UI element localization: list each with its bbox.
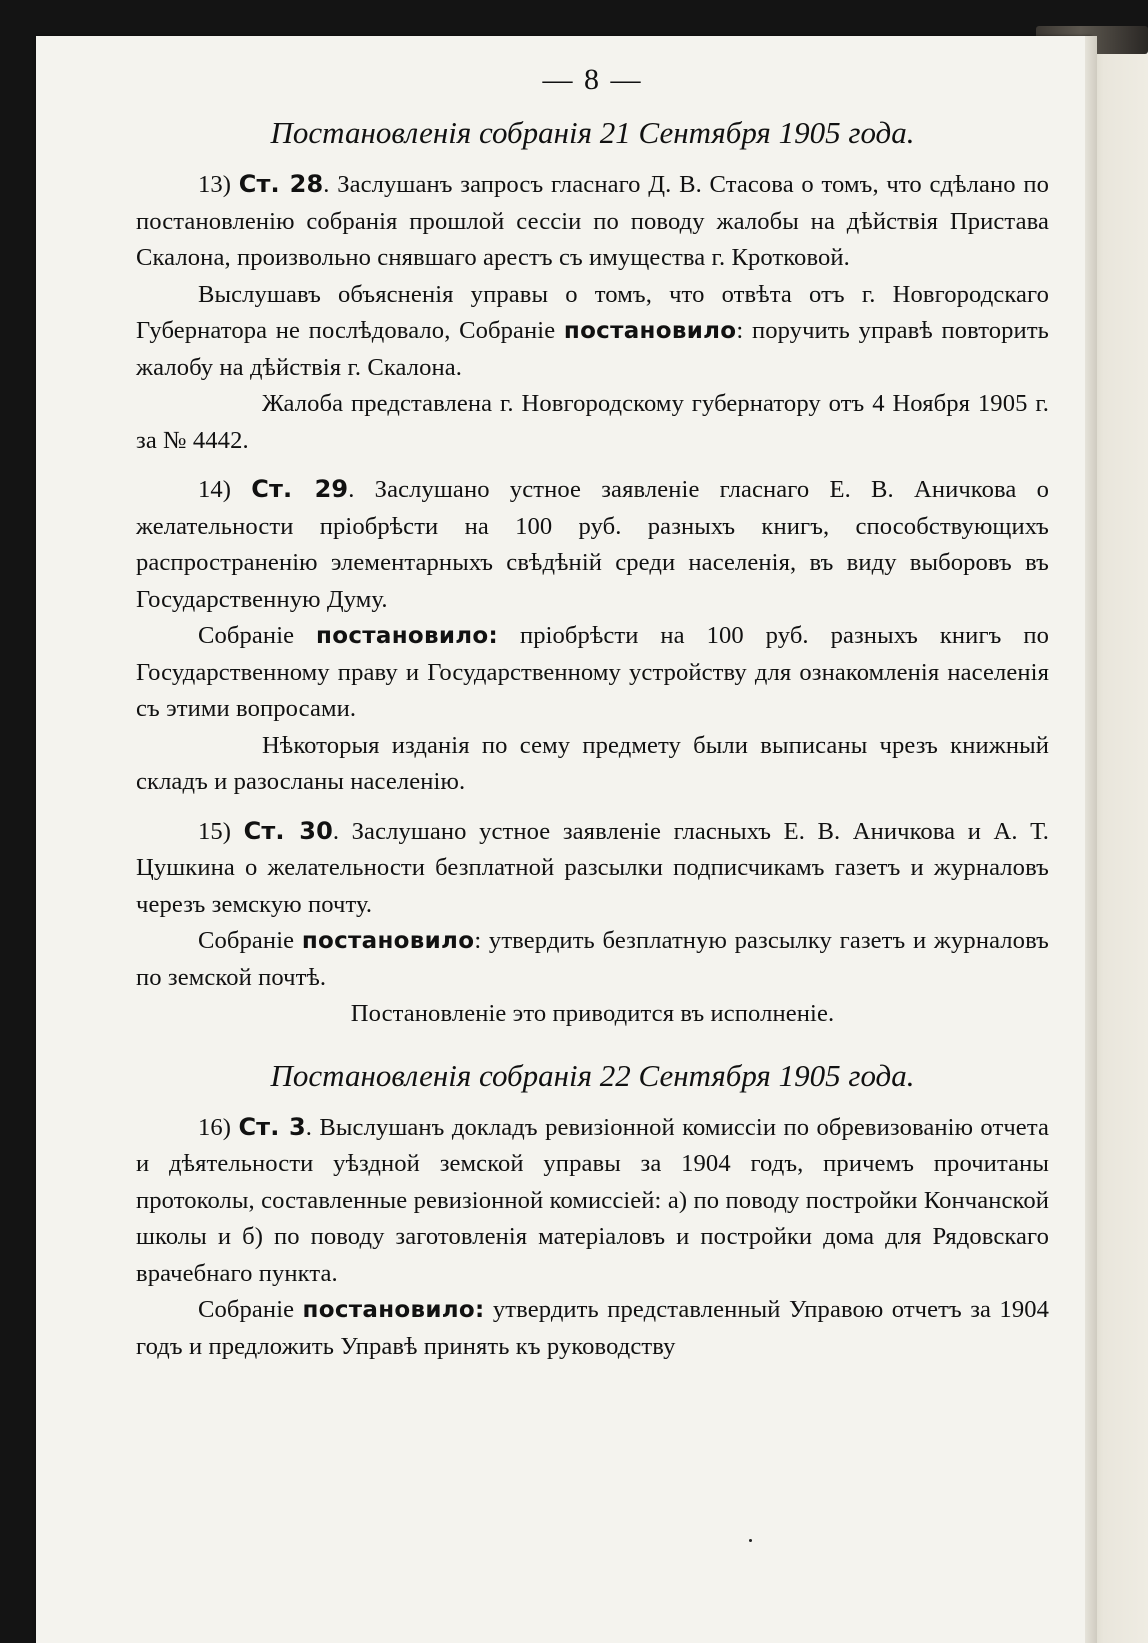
item-15-text: . Заслушано устное заявленіе гласныхъ Е. В. Аничкова и А. Т. Цушкина о желательности безплатной разсылки подписчикамъ газетъ и журналовъ черезъ земскую почту. [136, 817, 1049, 918]
item-16-resolution [136, 1292, 1049, 1365]
section-heading-21-september: Постановленія собранія 21 Сентября 1905 года. [270, 115, 915, 150]
document-page [36, 36, 1092, 1643]
ink-speck [749, 1539, 752, 1542]
item-13-paragraph [136, 166, 1049, 277]
item-13-resolution-keyword: постановило [563, 318, 737, 344]
item-16-text: . Выслушанъ докладъ ревизіонной комиссіи по обревизованію отчета и дѣятельности уѣздной земской управы за 1904 годъ, причемъ прочитаны протоколы, составленные ревизіонной комиссіей: а) по поводу постройки Кончанской школы и б) по поводу заготовленія матеріаловъ и постройки дома для Рядовскаго врачебнаго пункта. [136, 1113, 1049, 1287]
item-16-article: Ст. 3 [238, 1112, 306, 1141]
item-14-paragraph [136, 471, 1049, 618]
item-15-resolution-keyword: постановило [301, 928, 475, 954]
item-16-number: 16) [198, 1113, 239, 1141]
page-text [136, 60, 1049, 1365]
item-14-number: 14) [198, 476, 252, 503]
item-13-resolution-text-end: : поручить управѣ повторить жалобу на дѣйствія г. Скалона. [136, 317, 1049, 381]
item-13-number: 13) [198, 171, 239, 198]
item-16-resolution-text-end: утвердить представленный Управою отчетъ за 1904 годъ и предложить Управѣ принять къ руководству [136, 1296, 1050, 1360]
item-14-article: Ст. 29 [251, 475, 349, 503]
item-15-resolution-text-end: : утвердить безплатную разсылку газетъ и журналовъ по земской почтѣ. [136, 927, 1049, 991]
item-15-article: Ст. 30 [243, 816, 333, 845]
page-fore-edge [1085, 36, 1097, 1643]
item-14-resolution-keyword: постановило: [316, 623, 499, 649]
item-13-note: Жалоба представлена г. Новгородскому губернатору отъ 4 Ноября 1905 г. за № 4442. [136, 390, 1049, 454]
item-15-resolution-text: Собраніе [198, 927, 302, 954]
item-14-note: Нѣкоторыя изданія по сему предмету были выписаны чрезъ книжный складъ и разосланы населенію. [136, 731, 1049, 795]
item-14-resolution-text-end: пріобрѣсти на 100 руб. разныхъ книгъ по Государственному праву и Государственному устройству для ознакомленія населенія съ этими вопросами. [136, 622, 1050, 722]
item-14-resolution-text: Собраніе [198, 622, 317, 649]
item-14-text: . Заслушано устное заявленіе гласнаго Е. В. Аничкова о желательности пріобрѣсти на 100 руб. разныхъ книгъ, способствующихъ распространенію элементарныхъ свѣдѣній среди населенія, въ виду выборовъ въ Государственную Думу. [136, 476, 1049, 613]
item-15-resolution [136, 923, 1049, 996]
item-13-resolution-text: Выслушавъ объясненія управы о томъ, что отвѣта отъ г. Новгородскаго Губернатора не послѣдовало, Собраніе [136, 280, 1049, 344]
item-13-article: Ст. 28 [238, 170, 324, 198]
item-16-paragraph [136, 1109, 1049, 1293]
item-15-paragraph [136, 813, 1049, 924]
item-15-number: 15) [198, 817, 244, 845]
item-15-note: Постановленіе это приводится въ исполненіе. [350, 1000, 835, 1027]
page-number: — 8 — [542, 63, 643, 96]
item-14-resolution [136, 618, 1049, 728]
item-16-resolution-keyword: постановило: [302, 1297, 485, 1323]
section-heading-22-september: Постановленія собранія 22 Сентября 1905 года. [270, 1057, 915, 1093]
item-16-resolution-text: Собраніе [198, 1296, 303, 1323]
item-13-resolution [136, 277, 1049, 387]
item-13-text: . Заслушанъ запросъ гласнаго Д. В. Стасова о томъ, что сдѣлано по постановленію собранія прошлой сессіи по поводу жалобы на дѣйствія Пристава Скалона, произвольно снявшаго арестъ съ имущества г. Кротковой. [136, 171, 1049, 271]
